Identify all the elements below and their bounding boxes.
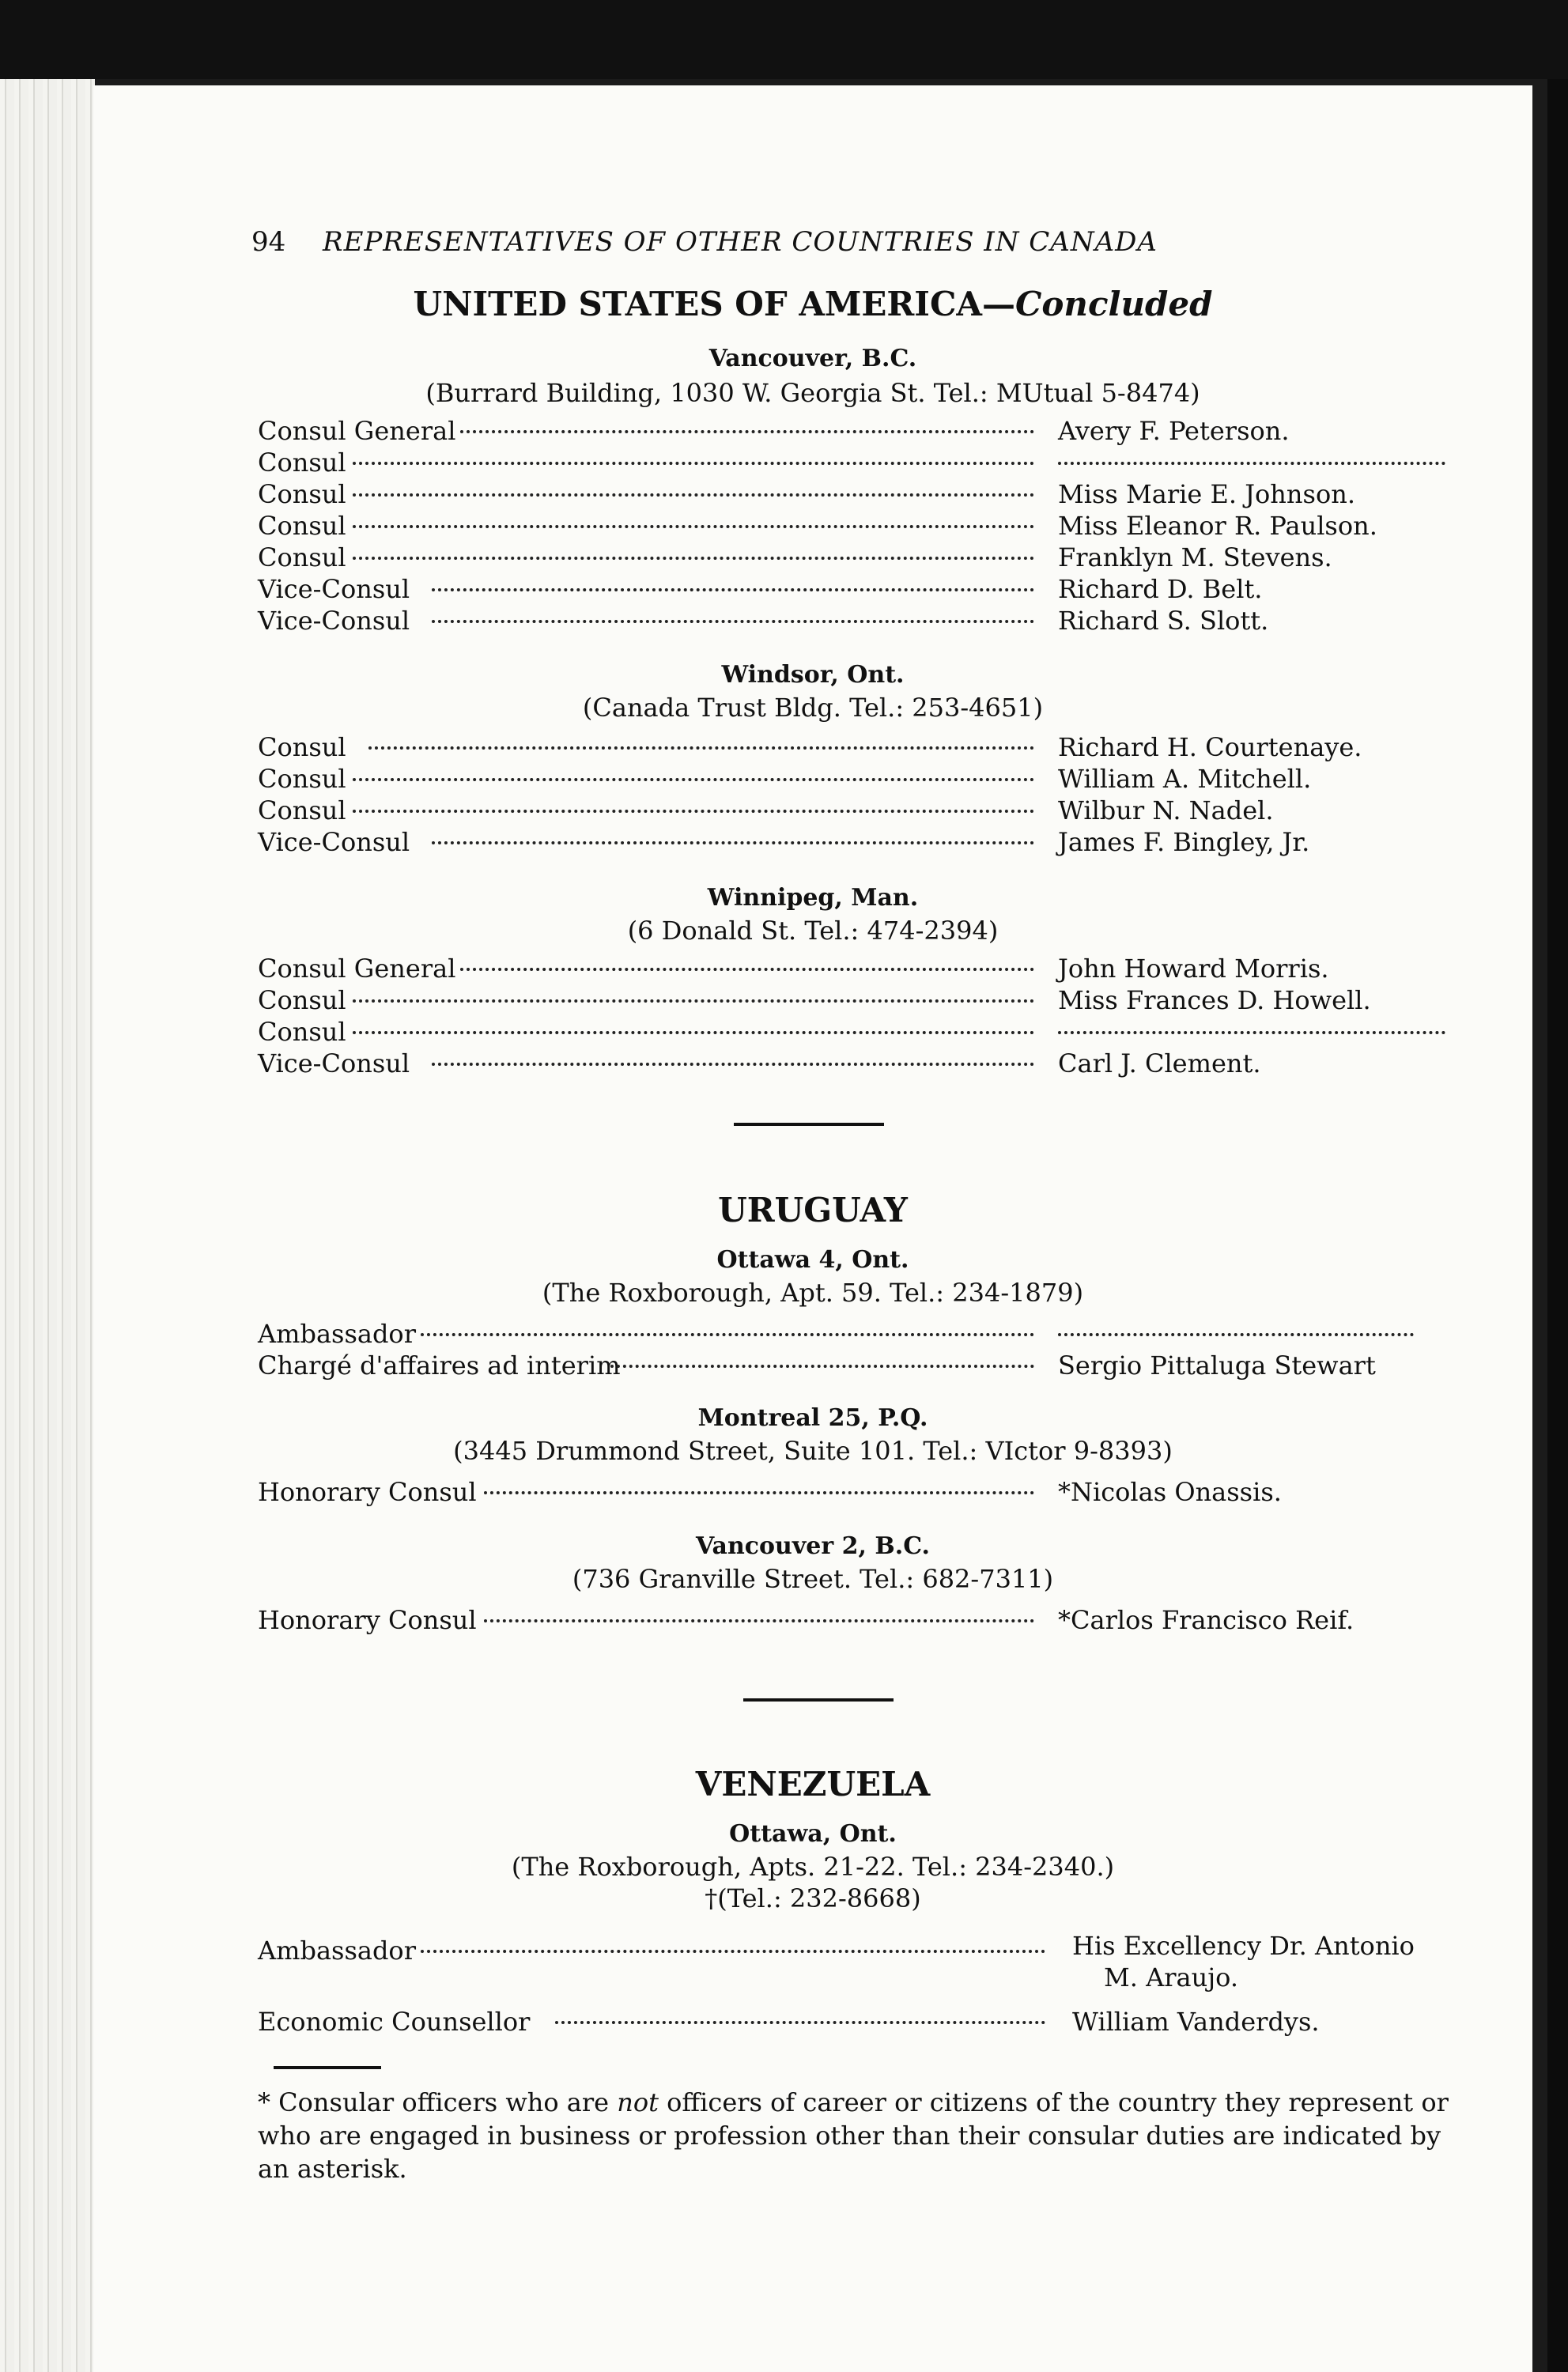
official-title: Honorary Consul bbox=[258, 1477, 477, 1507]
list-item bbox=[258, 764, 1507, 795]
scan-right-edge bbox=[1547, 79, 1568, 2372]
list-item bbox=[258, 479, 1507, 511]
dot-leader bbox=[460, 968, 1034, 971]
address-montreal: (3445 Drummond Street, Suite 101. Tel.: VIctor 9-8393) bbox=[453, 1436, 1173, 1466]
official-title: Vice-Consul bbox=[258, 574, 410, 604]
city-ottawa-uruguay: Ottawa 4, Ont. bbox=[716, 1246, 909, 1274]
vacant-dot-leader bbox=[1058, 1031, 1445, 1034]
official-title: Vice-Consul bbox=[258, 1048, 410, 1078]
official-title: Ambassador bbox=[258, 1319, 416, 1349]
address-alt-tel-venezuela: †(Tel.: 232-8668) bbox=[705, 1883, 921, 1913]
list-item bbox=[258, 732, 1507, 764]
section-divider bbox=[743, 1698, 894, 1702]
official-title: Ambassador bbox=[258, 1936, 416, 1966]
official-name: Miss Frances D. Howell. bbox=[1058, 985, 1371, 1015]
footnote-rule bbox=[274, 2066, 381, 2069]
official-title: Consul General bbox=[258, 416, 456, 446]
footnote bbox=[258, 2086, 1460, 2185]
list-item bbox=[258, 827, 1507, 859]
official-title: Consul bbox=[258, 795, 346, 825]
official-title: Consul bbox=[258, 1017, 346, 1047]
list-item bbox=[258, 954, 1507, 985]
official-name: Avery F. Peterson. bbox=[1058, 416, 1290, 446]
official-name: Miss Eleanor R. Paulson. bbox=[1058, 511, 1377, 541]
official-title: Vice-Consul bbox=[258, 606, 410, 636]
page-number: 94 bbox=[251, 226, 286, 258]
dot-leader bbox=[353, 810, 1034, 813]
official-name: James F. Bingley, Jr. bbox=[1058, 827, 1310, 857]
dot-leader bbox=[555, 2021, 1045, 2024]
list-item bbox=[258, 542, 1507, 574]
dot-leader bbox=[610, 1365, 1034, 1368]
scan-left-edge bbox=[0, 79, 95, 2372]
list-item bbox=[258, 511, 1507, 542]
running-header: REPRESENTATIVES OF OTHER COUNTRIES IN CANADA bbox=[323, 226, 1158, 258]
footnote-emphasis: not bbox=[617, 2087, 659, 2117]
address-vancouver-uruguay: (736 Granville Street. Tel.: 682-7311) bbox=[572, 1564, 1054, 1594]
dot-leader bbox=[353, 557, 1034, 560]
official-title: Consul bbox=[258, 448, 346, 478]
address-ottawa-venezuela: (The Roxborough, Apts. 21-22. Tel.: 234-2340.) bbox=[511, 1852, 1115, 1882]
official-name: *Nicolas Onassis. bbox=[1058, 1477, 1282, 1507]
document-page bbox=[93, 85, 1532, 2372]
official-name: His Excellency Dr. Antonio bbox=[1072, 1931, 1415, 1961]
list-item bbox=[258, 985, 1507, 1017]
list-item bbox=[258, 1477, 1507, 1509]
list-item bbox=[258, 1017, 1507, 1048]
official-title: Consul bbox=[258, 764, 346, 794]
official-name: Miss Marie E. Johnson. bbox=[1058, 479, 1355, 509]
list-item bbox=[258, 448, 1507, 479]
official-name: *Carlos Francisco Reif. bbox=[1058, 1605, 1355, 1635]
official-name: Carl J. Clement. bbox=[1058, 1048, 1261, 1078]
official-name: Wilbur N. Nadel. bbox=[1058, 795, 1274, 825]
city-montreal: Montreal 25, P.Q. bbox=[697, 1404, 928, 1432]
dot-leader bbox=[353, 493, 1034, 497]
address-windsor: (Canada Trust Bldg. Tel.: 253-4651) bbox=[582, 693, 1044, 723]
official-name: William Vanderdys. bbox=[1072, 2007, 1320, 2037]
official-title: Economic Counsellor bbox=[258, 2007, 531, 2037]
dot-leader bbox=[432, 620, 1034, 623]
official-name: Richard D. Belt. bbox=[1058, 574, 1263, 604]
list-item bbox=[258, 2007, 1507, 2038]
list-item bbox=[258, 1931, 1507, 1996]
official-name: Richard S. Slott. bbox=[1058, 606, 1269, 636]
address-vancouver-usa: (Burrard Building, 1030 W. Georgia St. Tel.: MUtual 5-8474) bbox=[425, 378, 1200, 408]
dot-leader bbox=[353, 462, 1034, 465]
list-item bbox=[258, 1048, 1507, 1080]
dot-leader bbox=[432, 841, 1034, 844]
country-title-usa-italic: Concluded bbox=[1014, 285, 1213, 323]
official-title: Consul bbox=[258, 511, 346, 541]
list-item bbox=[258, 1350, 1507, 1382]
official-name: John Howard Morris. bbox=[1058, 954, 1329, 984]
city-winnipeg: Winnipeg, Man. bbox=[707, 884, 919, 912]
list-item bbox=[258, 1605, 1507, 1637]
city-ottawa-venezuela: Ottawa, Ont. bbox=[729, 1820, 897, 1848]
dot-leader bbox=[421, 1950, 1045, 1953]
official-title: Honorary Consul bbox=[258, 1605, 477, 1635]
dot-leader bbox=[484, 1491, 1034, 1494]
footnote-part-a: * Consular officers who are bbox=[258, 2087, 618, 2117]
list-item bbox=[258, 416, 1507, 448]
dot-leader bbox=[432, 1063, 1034, 1066]
official-title: Chargé d'affaires ad interim bbox=[258, 1350, 621, 1381]
dot-leader bbox=[432, 588, 1034, 591]
official-name: Richard H. Courtenaye. bbox=[1058, 732, 1362, 762]
dot-leader bbox=[421, 1333, 1034, 1336]
section-divider bbox=[734, 1123, 884, 1126]
official-title: Consul bbox=[258, 732, 346, 762]
official-name: Sergio Pittaluga Stewart bbox=[1058, 1350, 1376, 1381]
vacant-dot-leader bbox=[1058, 1333, 1414, 1336]
city-windsor: Windsor, Ont. bbox=[721, 661, 905, 689]
country-title-uruguay: URUGUAY bbox=[718, 1191, 908, 1229]
scan-top-border bbox=[0, 0, 1568, 79]
dot-leader bbox=[368, 746, 1034, 750]
dot-leader bbox=[484, 1619, 1034, 1622]
country-title-venezuela: VENEZUELA bbox=[695, 1765, 931, 1804]
list-item bbox=[258, 1319, 1507, 1350]
official-title: Vice-Consul bbox=[258, 827, 410, 857]
footnote-part-c: officers of career or citizens of the country they represent or who are engaged in business or profession other than their consular duties are indicated by an asterisk. bbox=[258, 2087, 1449, 2184]
city-vancouver-uruguay: Vancouver 2, B.C. bbox=[696, 1532, 930, 1560]
official-title: Consul bbox=[258, 542, 346, 572]
address-winnipeg: (6 Donald St. Tel.: 474-2394) bbox=[627, 916, 999, 946]
official-title: Consul bbox=[258, 985, 346, 1015]
dot-leader bbox=[353, 525, 1034, 528]
official-title: Consul bbox=[258, 479, 346, 509]
list-item bbox=[258, 795, 1507, 827]
official-name-continued: M. Araujo. bbox=[1104, 1962, 1238, 1992]
dot-leader bbox=[353, 1031, 1034, 1034]
vacant-dot-leader bbox=[1058, 462, 1445, 465]
list-item bbox=[258, 606, 1507, 637]
address-ottawa-uruguay: (The Roxborough, Apt. 59. Tel.: 234-1879) bbox=[542, 1278, 1084, 1308]
dot-leader bbox=[353, 778, 1034, 781]
dot-leader bbox=[460, 430, 1034, 433]
city-vancouver-usa: Vancouver, B.C. bbox=[708, 345, 917, 372]
official-title: Consul General bbox=[258, 954, 456, 984]
list-item bbox=[258, 574, 1507, 606]
official-name: William A. Mitchell. bbox=[1058, 764, 1312, 794]
official-name: Franklyn M. Stevens. bbox=[1058, 542, 1332, 572]
dot-leader bbox=[353, 999, 1034, 1003]
country-title-usa-main: UNITED STATES OF AMERICA— bbox=[413, 285, 1015, 323]
country-title-usa bbox=[93, 285, 1532, 323]
